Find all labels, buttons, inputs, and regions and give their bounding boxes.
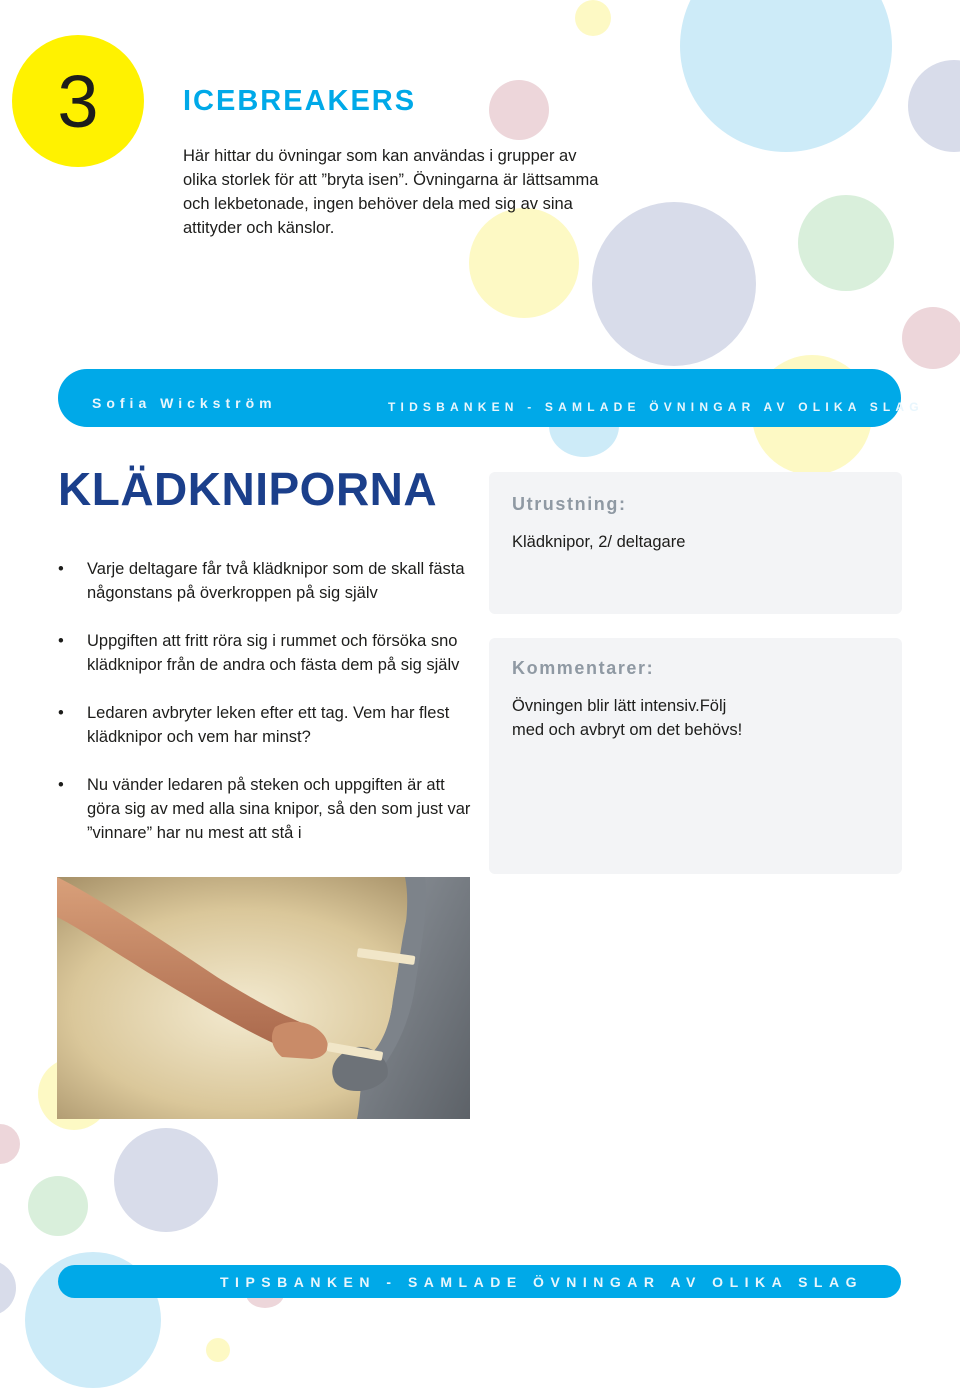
decor-circle [902,307,960,369]
decor-circle [0,1260,16,1316]
section-title: ICEBREAKERS [183,85,417,117]
bullet-icon: • [58,776,64,794]
list-item-text: Ledaren avbryter leken efter ett tag. Vem har flest klädknipor och vem har minst? [87,704,450,746]
decor-circle [489,80,549,140]
comments-heading: Kommentarer: [512,658,655,678]
header-bar-tagline: TIDSBANKEN - SAMLADE ÖVNINGAR AV OLIKA SLAG [388,400,924,414]
equipment-heading: Utrustning: [512,494,627,514]
list-item [58,773,478,845]
instruction-list [58,557,478,869]
clothes-peg-photo-illustration [57,877,470,1119]
bullet-icon: • [58,560,64,578]
list-item [58,701,478,749]
decor-circle [114,1128,218,1232]
intro-text: Här hittar du övningar som kan användas i grupper av olika storlek för att ”bryta isen”. Övningarna är lättsamma och lekbetonade, ingen behöver dela med sig av sina attityder och känslor. [183,147,599,237]
decor-circle [206,1338,230,1362]
list-item [58,629,478,677]
footer-bar [58,1265,901,1298]
decor-circle [798,195,894,291]
decor-circle [28,1176,88,1236]
equipment-text: Klädknipor, 2/ deltagare [512,533,686,551]
header-bar [58,369,924,427]
list-item-text: Nu vänder ledaren på steken och uppgiften är att göra sig av med alla sina knipor, så den som just var ”vinnare” har nu mest att stå i [87,776,471,842]
chapter-number: 3 [57,59,99,143]
decor-circle [680,0,892,152]
footer-bar-tagline: TIPSBANKEN - SAMLADE ÖVNINGAR AV OLIKA SLAG [220,1274,863,1290]
comments-panel [489,638,902,874]
list-item-text: Uppgiften att fritt röra sig i rummet och försöka sno klädknipor från de andra och fästa dem på sig själv [87,632,460,674]
decor-circle [908,60,960,152]
author-name: Sofia Wickström [92,395,277,411]
equipment-panel [489,472,902,614]
list-item [58,557,478,605]
bullet-icon: • [58,632,64,650]
decor-circle [592,202,756,366]
decor-circle [0,1124,20,1164]
bullet-icon: • [58,704,64,722]
comments-text: Övningen blir lätt intensiv.Följ med och avbryt om det behövs! [512,697,743,739]
exercise-title: KLÄDKNIPORNA [58,463,438,515]
decor-circle [575,0,611,36]
chapter-number-badge [12,35,144,167]
exercise-photo [57,877,470,1119]
list-item-text: Varje deltagare får två klädknipor som de skall fästa någonstans på överkroppen på sig själv [87,560,465,602]
